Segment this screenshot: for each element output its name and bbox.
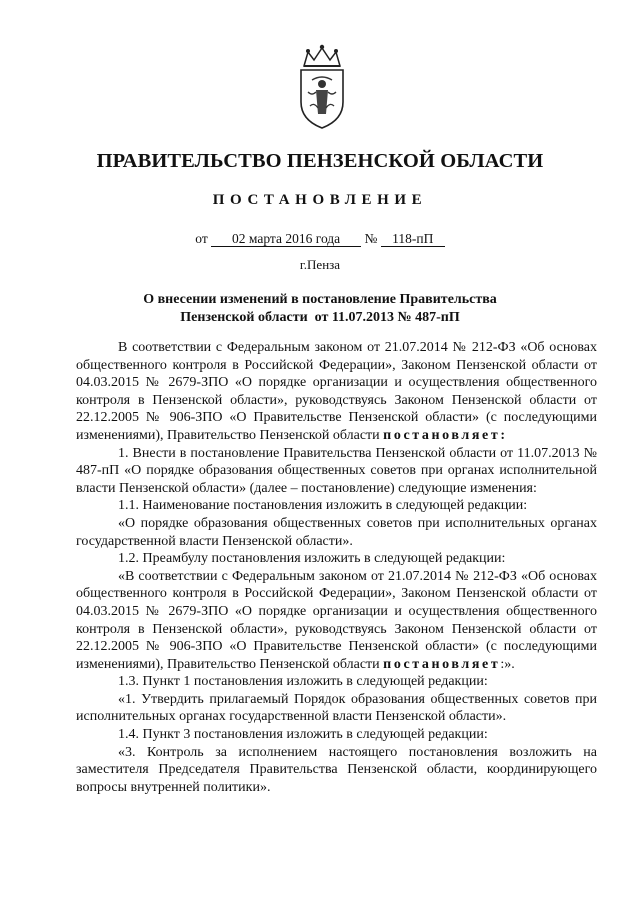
- paragraph-1-3: 1.3. Пункт 1 постановления изложить в следующей редакции:: [118, 674, 488, 690]
- paragraph-1-3-text: «1. Утвердить прилагаемый Порядок образования общественных советов при исполнительных органах государственной власти Пензенской области».: [76, 691, 597, 725]
- number-sign: №: [364, 231, 378, 246]
- paragraph-1-1-text: «О порядке образования общественных советов при исполнительных органах государственной власти Пензенской области».: [76, 515, 597, 549]
- date-number-line: [0, 231, 640, 247]
- quoted-preamble-text: «В соответствии с Федеральным законом от 21.07.2014 № 212-ФЗ «Об основах общественного контроля в Российской Федерации», Законом Пензенской области от 04.03.2015 № 2679-ЗПО «О порядке организации и осуществления общественного контроля в Пензенской области», руководствуясь Законом Пензенской области от 22.12.2005 № 906-ЗПО «О Правительстве Пензенской области» (с последующими изменениями), Правительство Пензенской области: [76, 568, 597, 672]
- document-number: 118-пП: [381, 231, 445, 247]
- paragraph-1-1: 1.1. Наименование постановления изложить в следующей редакции:: [118, 498, 528, 514]
- coat-of-arms-emblem: [290, 44, 354, 132]
- paragraph-1: 1. Внести в постановление Правительства Пензенской области от 11.07.2013 № 487-пП «О порядке образования общественных советов при органах исполнительной власти Пензенской области» (далее – постановление) следующие изменения:: [76, 445, 597, 496]
- government-heading: ПРАВИТЕЛЬСТВО ПЕНЗЕНСКОЙ ОБЛАСТИ: [96, 150, 544, 172]
- paragraph-1-2-text: [76, 568, 597, 674]
- quoted-preamble-end: :».: [500, 656, 515, 672]
- title-line-2: Пензенской области от 11.07.2013 № 487-пП: [180, 310, 460, 325]
- quoted-decree-word: постановляет: [383, 656, 501, 672]
- paragraph-preamble: [76, 339, 597, 445]
- document-date: 02 марта 2016 года: [211, 231, 361, 247]
- city: г.Пенза: [299, 257, 341, 272]
- preamble-text: В соответствии с Федеральным законом от 21.07.2014 № 212-ФЗ «Об основах общественного контроля в Российской Федерации», Законом Пензенской области от 04.03.2015 № 2679-ЗПО «О порядке организации и осуществления общественного контроля в Пензенской области», руководствуясь Законом Пензенской области от 22.12.2005 № 906-ЗПО «О Правительстве Пензенской области» (с последующими изменениями), Правительство Пензенской области: [76, 340, 597, 443]
- document-type: ПОСТАНОВЛЕНИЕ: [212, 192, 428, 208]
- title-line-1: О внесении изменений в постановление Правительства: [143, 292, 497, 307]
- paragraph-1-4-text: «3. Контроль за исполнением настоящего постановления возложить на заместителя Председателя Правительства Пензенской области, координирующего вопросы внутренней политики».: [76, 744, 597, 795]
- paragraph-1-2: 1.2. Преамбулу постановления изложить в следующей редакции:: [118, 551, 506, 567]
- document-body: [76, 339, 597, 796]
- date-prefix: от: [195, 231, 208, 246]
- document-title: [0, 291, 640, 327]
- paragraph-1-4: 1.4. Пункт 3 постановления изложить в следующей редакции:: [118, 727, 488, 743]
- decree-word: постановляет:: [383, 427, 508, 443]
